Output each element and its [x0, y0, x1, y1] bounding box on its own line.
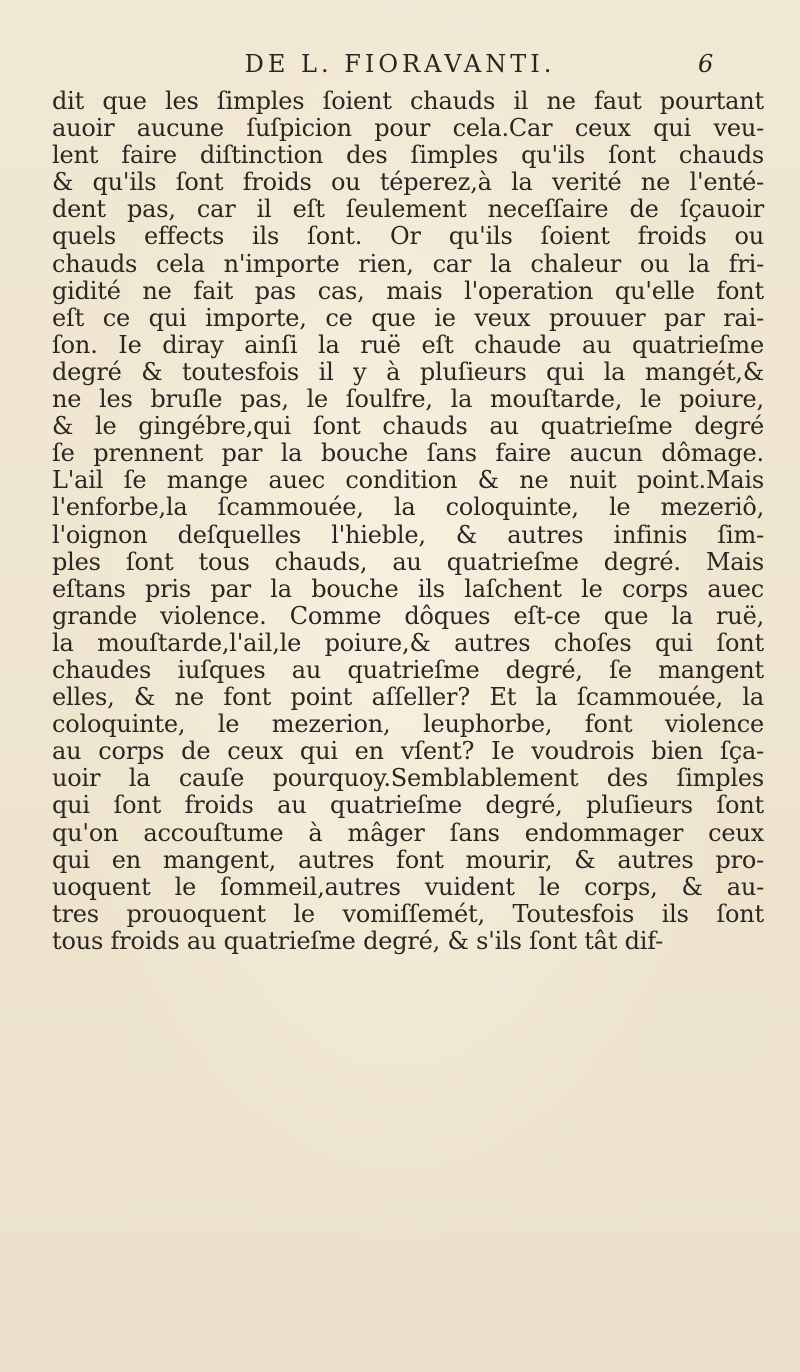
text-line: ſon. Ie diray ainſi la ruë eſt chaude au quatrieſme — [52, 330, 764, 359]
page-header — [0, 50, 800, 90]
text-line: dent pas, car il eſt ſeulement neceſſaire de ſçauoir — [52, 195, 764, 224]
text-line: qu'on accouſtume à mâger ſans endommager ceux — [52, 818, 764, 847]
text-line: dit que les ſimples ſoient chauds il ne faut pourtant — [52, 87, 764, 115]
text-line: l'oignon deſquelles l'hieble, & autres infinis ſim- — [52, 520, 764, 549]
text-line: la mouſtarde,l'ail,le poiure,& autres choſes qui ſont — [52, 628, 764, 657]
text-line: quels effects ils ſont. Or qu'ils ſoient froids ou — [52, 222, 764, 251]
text-line: L'ail ſe mange auec condition & ne nuit point.Mais — [52, 466, 764, 495]
text-line: tous froids au quatrieſme degré, & s'ils ſont tât dif- — [52, 926, 664, 955]
text-line: chaudes iuſques au quatrieſme degré, ſe mangent — [52, 655, 764, 684]
text-line: eſt ce qui importe, ce que ie veux prouuer par rai- — [52, 303, 764, 332]
text-line: chauds cela n'importe rien, car la chaleur ou la fri- — [52, 249, 764, 278]
text-line: au corps de ceux qui en vſent? Ie voudrois bien ſça- — [52, 737, 764, 766]
text-line: auoir aucune ſuſpicion pour cela.Car ceux qui veu- — [52, 114, 764, 143]
text-line: tres prouoquent le vomiſſemét, Toutesfois ils ſont — [52, 899, 764, 928]
text-line: ne les bruſle pas, le ſoulfre, la mouſtarde, le poiure, — [52, 385, 764, 414]
text-line: qui ſont froids au quatrieſme degré, pluſieurs ſont — [52, 791, 764, 820]
body-text — [52, 88, 764, 955]
text-line: grande violence. Comme dôques eſt-ce que la ruë, — [52, 601, 764, 630]
text-line: ples ſont tous chauds, au quatrieſme degré. Mais — [52, 547, 764, 576]
text-line: uoir la cauſe pourquoy.Semblablement des ſimples — [52, 764, 764, 793]
running-head: DE L. FIORAVANTI. — [244, 50, 556, 78]
text-line: eſtans pris par la bouche ils laſchent le corps auec — [52, 574, 764, 603]
text-line: gidité ne fait pas cas, mais l'operation qu'elle font — [52, 276, 764, 305]
text-line: coloquinte, le mezerion, leuphorbe, font violence — [52, 710, 764, 739]
page-number: 6 — [698, 50, 714, 78]
text-line: & le gingébre,qui ſont chauds au quatrieſme degré — [52, 412, 764, 441]
text-line: uoquent le ſommeil,autres vuident le corps, & au- — [52, 872, 764, 901]
text-line: ſe prennent par la bouche ſans faire aucun dômage. — [52, 439, 764, 468]
text-line: & qu'ils ſont froids ou téperez,à la verité ne l'enté- — [52, 168, 764, 197]
text-line: degré & toutesfois il y à pluſieurs qui la mangét,& — [52, 357, 764, 386]
text-line: lent faire diſtinction des ſimples qu'ils ſont chauds — [52, 141, 764, 170]
text-line: elles, & ne font point aſſeller? Et la ſcammouée, la — [52, 683, 764, 712]
text-line: l'enforbe,la ſcammouée, la coloquinte, le mezeriô, — [52, 493, 764, 522]
text-line: qui en mangent, autres font mourir, & autres pro- — [52, 845, 764, 874]
